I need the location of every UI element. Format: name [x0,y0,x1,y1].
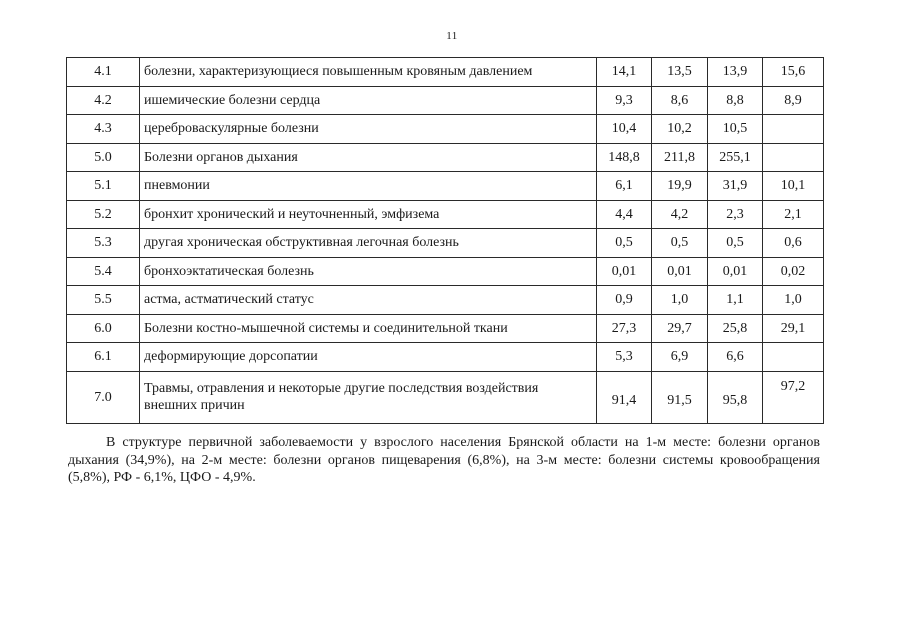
row-value-1: 14,1 [597,58,652,87]
row-value-4 [763,115,824,144]
row-name: цереброваскулярные болезни [140,115,597,144]
row-value-3: 255,1 [708,143,763,172]
table-row [67,371,824,423]
row-value-1: 0,9 [597,286,652,315]
row-value-3: 0,5 [708,229,763,258]
row-value-3: 2,3 [708,200,763,229]
row-value-3: 25,8 [708,314,763,343]
row-code: 5.1 [67,172,140,201]
row-code: 5.3 [67,229,140,258]
row-name: Болезни костно-мышечной системы и соединительной ткани [140,314,597,343]
row-name: деформирующие дорсопатии [140,343,597,372]
table-row [67,257,824,286]
row-name: Травмы, отравления и некоторые другие последствия воздействия внешних причин [140,371,597,423]
row-value-3: 8,8 [708,86,763,115]
row-code: 5.2 [67,200,140,229]
row-value-4: 0,6 [763,229,824,258]
row-name: астма, астматический статус [140,286,597,315]
row-value-1: 6,1 [597,172,652,201]
table-row [67,314,824,343]
row-value-2: 211,8 [652,143,708,172]
row-name: другая хроническая обструктивная легочная болезнь [140,229,597,258]
row-value-4 [763,143,824,172]
row-value-3: 1,1 [708,286,763,315]
row-name: ишемические болезни сердца [140,86,597,115]
row-value-4: 29,1 [763,314,824,343]
row-value-4: 2,1 [763,200,824,229]
row-value-1: 5,3 [597,343,652,372]
table-row [67,229,824,258]
table-row [67,115,824,144]
summary-paragraph: В структуре первичной заболеваемости у взрослого населения Брянской области на 1-м месте: болезни органов дыхания (34,9%), на 2-м месте: болезни органов пищеварения (6,8%), на 3-м месте: болезни системы кровообращения (5,8%), РФ - 6,1%, ЦФО - 4,9%. [68,435,820,485]
row-value-2: 8,6 [652,86,708,115]
row-name: болезни, характеризующиеся повышенным кровяным давлением [140,58,597,87]
row-value-3: 10,5 [708,115,763,144]
row-value-1: 4,4 [597,200,652,229]
row-value-1: 91,4 [597,371,652,423]
row-value-4: 97,2 [763,371,824,423]
row-code: 4.2 [67,86,140,115]
row-value-2: 6,9 [652,343,708,372]
row-value-3: 0,01 [708,257,763,286]
row-value-2: 0,01 [652,257,708,286]
row-value-1: 27,3 [597,314,652,343]
row-code: 5.5 [67,286,140,315]
row-name: пневмонии [140,172,597,201]
row-value-4: 8,9 [763,86,824,115]
row-value-2: 4,2 [652,200,708,229]
table-row [67,172,824,201]
row-name: бронхоэктатическая болезнь [140,257,597,286]
page-number: 11 [446,30,458,42]
row-value-1: 148,8 [597,143,652,172]
row-code: 4.3 [67,115,140,144]
row-value-2: 10,2 [652,115,708,144]
row-name: бронхит хронический и неуточненный, эмфизема [140,200,597,229]
row-value-1: 9,3 [597,86,652,115]
row-value-3: 95,8 [708,371,763,423]
table-row [67,343,824,372]
row-value-2: 29,7 [652,314,708,343]
row-code: 6.1 [67,343,140,372]
row-value-4: 0,02 [763,257,824,286]
row-value-3: 6,6 [708,343,763,372]
row-value-1: 0,5 [597,229,652,258]
table-row [67,200,824,229]
row-value-4: 15,6 [763,58,824,87]
row-value-3: 13,9 [708,58,763,87]
table-row [67,86,824,115]
table-row [67,58,824,87]
row-value-2: 91,5 [652,371,708,423]
table-row [67,143,824,172]
row-code: 4.1 [67,58,140,87]
row-value-4: 10,1 [763,172,824,201]
row-value-3: 31,9 [708,172,763,201]
row-value-1: 10,4 [597,115,652,144]
row-value-1: 0,01 [597,257,652,286]
row-value-2: 0,5 [652,229,708,258]
row-code: 6.0 [67,314,140,343]
row-value-4 [763,343,824,372]
row-name: Болезни органов дыхания [140,143,597,172]
morbidity-table [66,57,824,424]
row-value-4: 1,0 [763,286,824,315]
row-code: 5.4 [67,257,140,286]
row-value-2: 19,9 [652,172,708,201]
row-value-2: 13,5 [652,58,708,87]
row-value-2: 1,0 [652,286,708,315]
row-code: 5.0 [67,143,140,172]
row-code: 7.0 [67,371,140,423]
table-row [67,286,824,315]
